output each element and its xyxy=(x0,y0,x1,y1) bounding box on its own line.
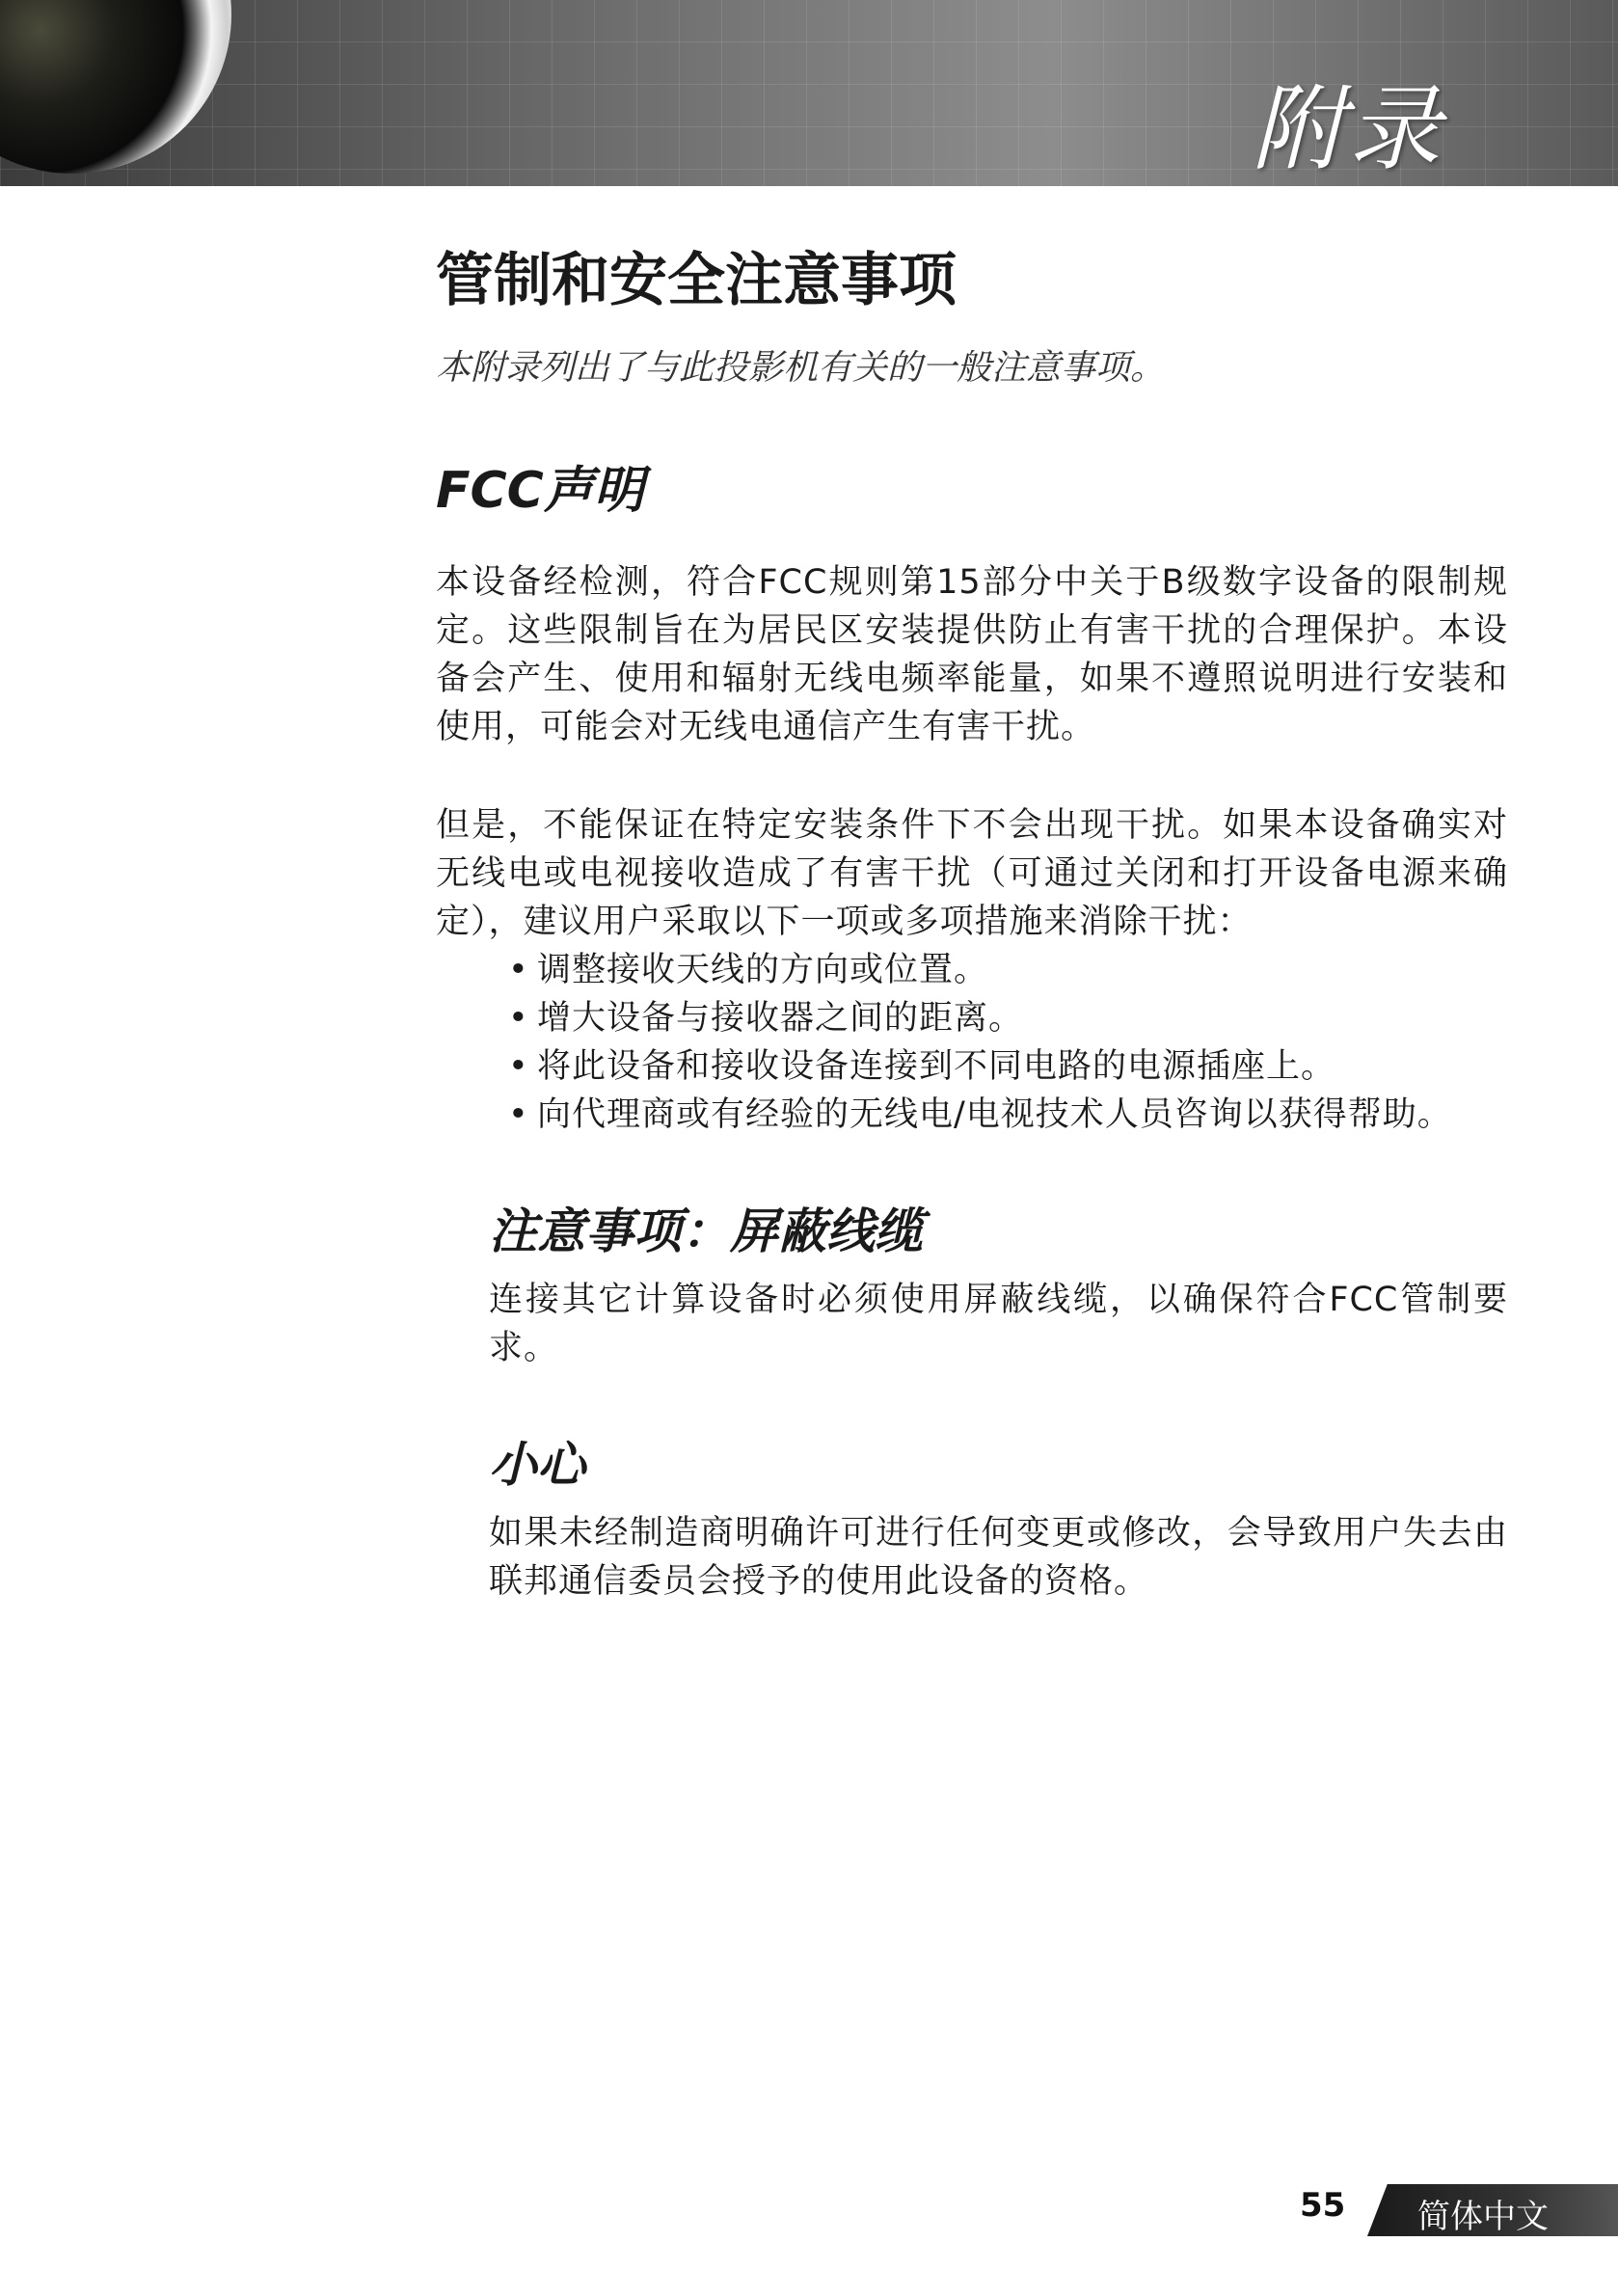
main-content xyxy=(436,246,1508,1606)
list-item: • 增大设备与接收器之间的距离。 xyxy=(508,994,1508,1042)
caution-text: 如果未经制造商明确许可进行任何变更或修改，会导致用户失去由联邦通信委员会授予的使用此设备的资格。 xyxy=(489,1514,1508,1601)
language-label: 简体中文 xyxy=(1417,2198,1549,2236)
list-item: • 将此设备和接收设备连接到不同电路的电源插座上。 xyxy=(508,1042,1508,1091)
caution-heading: 小心 xyxy=(489,1437,585,1493)
fcc-paragraph-1: 本设备经检测，符合FCC规则第15部分中关于B级数字设备的限制规定。这些限制旨在为居民区安装提供防止有害干扰的合理保护。本设备会产生、使用和辐射无线电频率能量，如果不遵照说明进行安装和使用，可能会对无线电通信产生有害干扰。 xyxy=(436,563,1508,746)
intro-text: 本附录列出了与此投影机有关的一般注意事项。 xyxy=(436,348,1166,388)
shielded-cables-heading: 注意事项：屏蔽线缆 xyxy=(489,1203,923,1259)
projector-lens-graphic xyxy=(0,0,231,174)
list-item: • 向代理商或有经验的无线电/电视技术人员咨询以获得帮助。 xyxy=(508,1091,1508,1139)
fcc-heading: FCC声明 xyxy=(436,462,644,520)
shielded-cables-text: 连接其它计算设备时必须使用屏蔽线缆，以确保符合FCC管制要求。 xyxy=(489,1281,1508,1367)
paragraph-gap xyxy=(436,751,1508,801)
page-number: 55 xyxy=(1300,2186,1346,2225)
page-title: 管制和安全注意事项 xyxy=(436,247,957,314)
list-item: • 调整接收天线的方向或位置。 xyxy=(508,946,1508,994)
page-header xyxy=(0,0,1618,186)
shielded-cables-section xyxy=(489,1193,1508,1372)
page-footer xyxy=(1292,2184,1618,2242)
fcc-paragraph-2: 但是，不能保证在特定安装条件下不会出现干扰。如果本设备确实对无线电或电视接收造成了有害干扰（可通过关闭和打开设备电源来确定），建议用户采取以下一项或多项措施来消除干扰： xyxy=(436,806,1508,941)
header-title: 附录 xyxy=(1252,75,1444,183)
fcc-measures-list xyxy=(508,946,1508,1139)
caution-section xyxy=(489,1426,1508,1606)
